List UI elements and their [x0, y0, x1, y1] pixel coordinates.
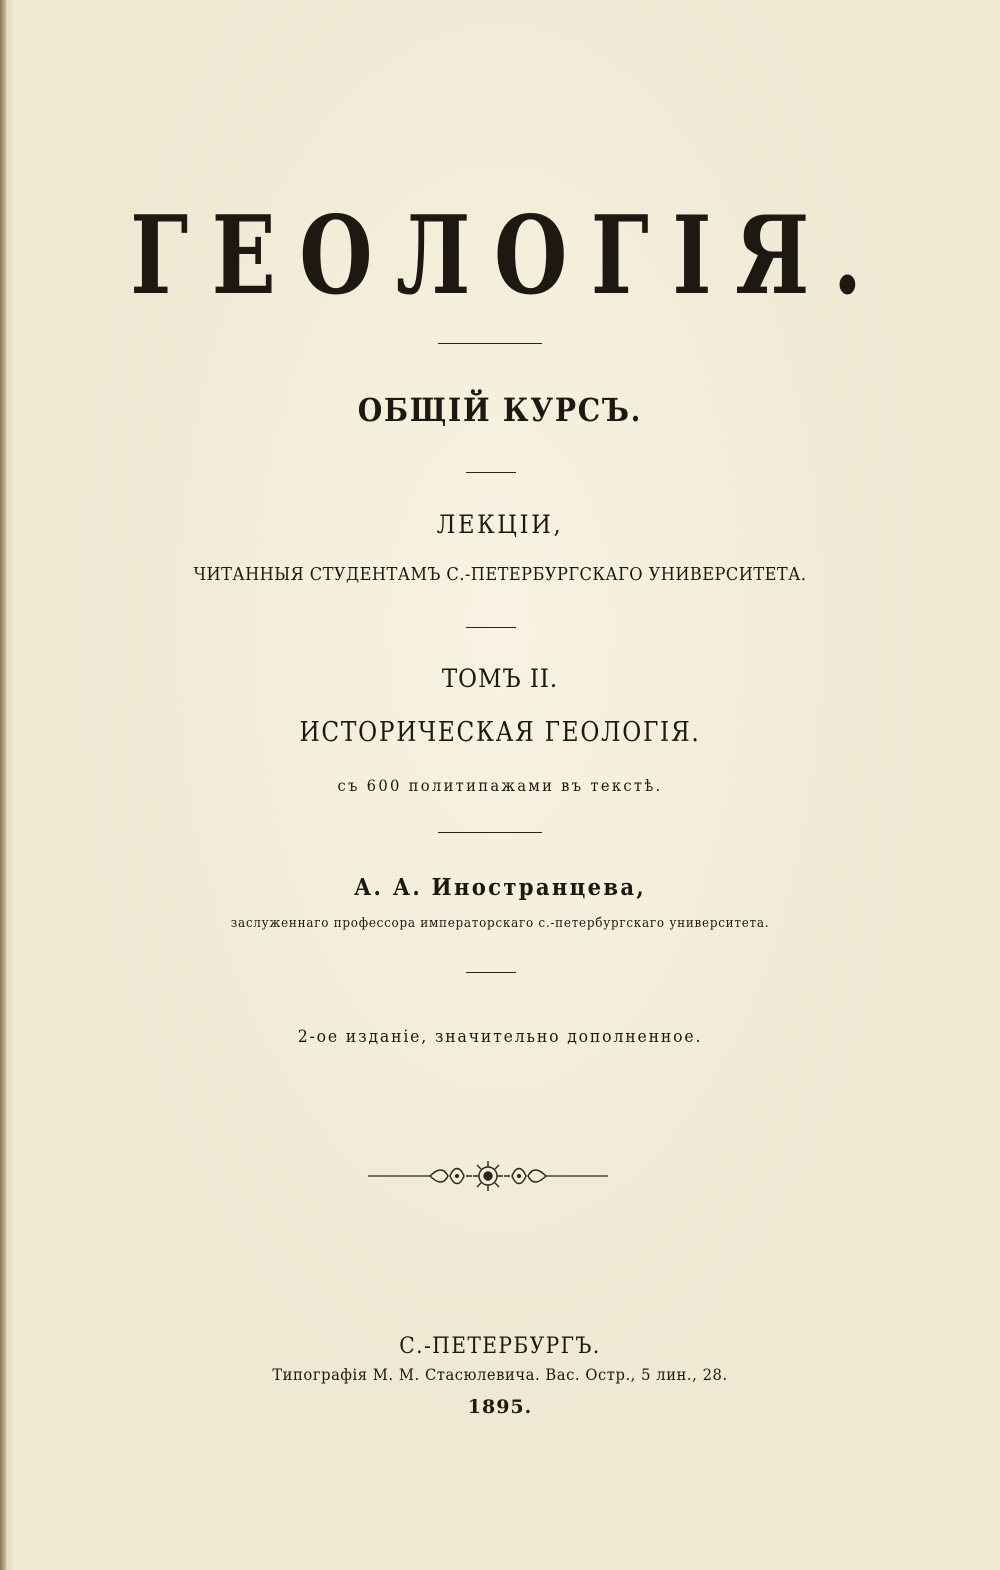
book-subtitle: ОБЩІЙ КУРСЪ. — [357, 391, 643, 429]
divider-rule — [466, 627, 516, 628]
divider-rule — [466, 472, 516, 473]
divider-rule — [466, 972, 516, 973]
floral-ornament-icon — [368, 1158, 608, 1194]
divider-rule — [438, 832, 542, 833]
volume-title: ИСТОРИЧЕСКАЯ ГЕОЛОГІЯ. — [299, 717, 701, 748]
page-spine-shadow — [0, 0, 6, 1570]
lectures-heading: ЛЕКЦІИ, — [436, 510, 564, 539]
author-title: заслуженнаго профессора императорскаго с.-петербургскаго университета. — [230, 916, 770, 931]
divider-rule — [438, 343, 542, 344]
lectures-description: ЧИТАННЫЯ СТУДЕНТАМЪ С.-ПЕТЕРБУРГСКАГО УНИВЕРСИТЕТА. — [193, 564, 807, 585]
author-name: А. А. Иностранцева, — [353, 874, 647, 901]
volume-number: ТОМЪ II. — [441, 664, 559, 693]
edition-note: 2-ое изданіе, значительно дополненное. — [297, 1027, 703, 1047]
book-title: ГЕОЛОГІЯ. — [130, 193, 886, 319]
illustrations-note: съ 600 политипажами въ текстѣ. — [337, 776, 663, 795]
publication-year: 1895. — [467, 1396, 533, 1418]
printer-imprint: Типографія М. М. Стасюлевича. Вас. Остр., 5 лин., 28. — [272, 1365, 728, 1384]
publication-city: С.-ПЕТЕРБУРГЪ. — [399, 1334, 601, 1359]
